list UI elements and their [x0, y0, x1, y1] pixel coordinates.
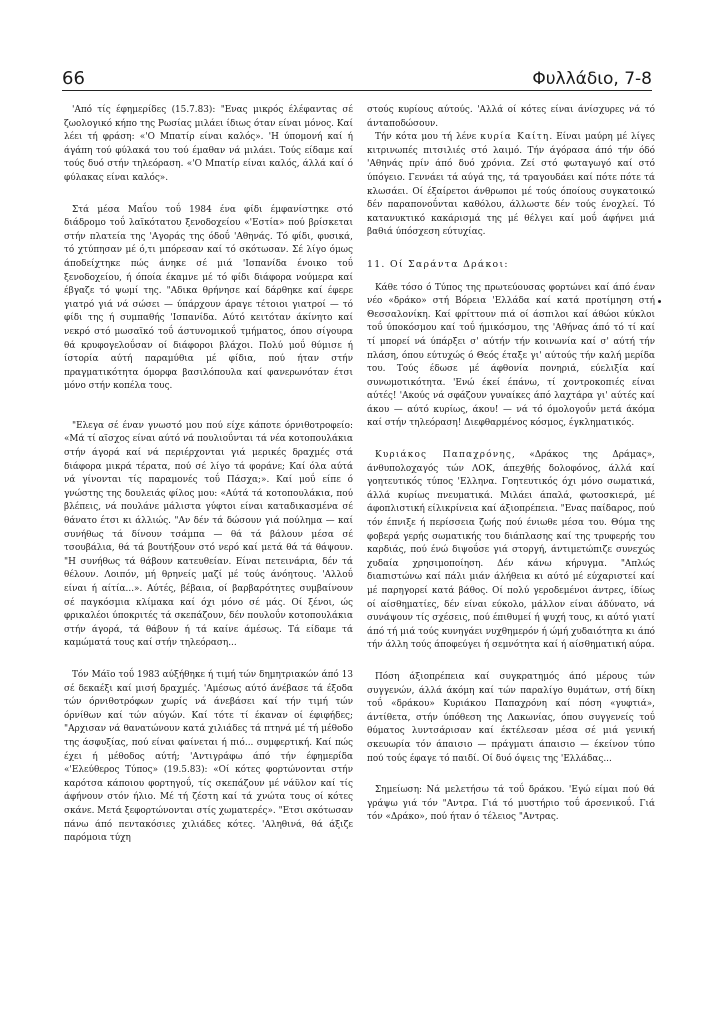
person-name: Κυριάκος Παπαχρόνης	[375, 450, 513, 461]
paragraph-elephant: 'Από τίς έφημερίδες (15.7.83): "Ενας μικρός έλέφαντας σέ ζωολογικό κήπο της Ρωσίας μιλάει ίδιως όταν είναι μόνος. Καί λέει τή φράση: «'Ο Μπατίρ είναι καλός». 'Η ύπομονή καί ή άγάπη τού φύλακά του τού έμαθαν νά μιλάει. Τούς είδαμε καί τούς δυό στήν τηλεόραση. «'Ο Μπατίρ είναι καλός, άλλά καί ό φύλακας είναι καλός».	[64, 105, 353, 183]
right-column	[367, 104, 655, 825]
paragraph-chicks: "Ελεγα σέ έναν γνωστό μου πού είχε κάποτε όρνιθοτροφείο: «Μά τί αϊσχος είναι αύτό νά πουλιοΰνται τά νέα κοτοπουλάκια στήν άγορά καί νά περιέρχονται γιά μερικές δραχμές στά διάφορα μικρά τέρατα, πού σέ λίγο τά φοράνε; Καί όλα αύτά νά γίνονται τίς παραμονές τοΰ Πάσχα;». Καί μοΰ είπε ό γνώστης της δουλειάς φίλος μου: «Αύτά τά κοτοπουλάκια, πού βλέπεις, νά πουλάνε μάλιστα γύφτοι είναι καταδικασμένα σέ θάνατο έτσι κι άλλιώς. "Αν δέν τά δώσουν γιά πούλημα — καί συνήθως τά δίνουν τσάμπα — θά τά βάλουν μέσα σέ τσουβάλια, θά τά βουτήξουν στό νερό καί μετά θά τά θάψουν. "Η συνήθως τά θάβουν κατευθείαν. Είναι πετεινάρια, δέν τά θέλουν. Λοιπόν, μή θρηνείς μαζί μέ τούς άνόητους. 'Αλλοΰ είναι ή αίτία...». Αύτές, βέβαια, οί βαρβαρότητες συμβαίνουν σέ παγκόσμια κλίμακα καί όχι μόνο σέ μάς. Οί ξένοι, ώς φρικαλέοι ύποκριτές τά σκεπάζουν, δέν πουλοΰν κοτοπουλάκια στήν άγορά, τά θάβουν ή τά καίνε άμέσως. Τά είδαμε τά καμώματά τους καί στήν τηλεόραση...	[64, 420, 353, 649]
section-heading: 11. Οί Σαράντα Δράκοι:	[367, 258, 509, 270]
paragraph-two-faces: Πόση άξιοπρέπεια καί συγκρατημός άπό μέρους τών συγγενών, άλλά άκόμη καί τών παραλίγο θυμάτων, στή δίκη τοΰ «δράκου» Κυριάκου Παπαχρόνη καί πόση «γυφτιά», άντίθετα, στήν ύπόθεση της Λακωνίας, όπου συγγενείς τοΰ θύματος λυντσάρισαν καί έκτέλεσαν μέσα σέ μιά γενική σκευωρία τόν άπαισιο — πράγματι άπαισιο — έκείνον τύπο πού τούς έφαγε τό παιδί. Οί δυό όψεις της 'Ελλάδας...	[367, 671, 655, 764]
paragraph-papachronis-rest: , «Δράκος της Δράμας», άνθυπολοχαγός τών ΛΟΚ, άπεχθής δολοφόνος, άλλά καί γοητευτικός τύπος 'Ελληνα. Γοητευτικός όχι μόνο σωματικά, άλλά κυρίως πνευματικά. Μιλάει άπαλά, φωτοσκιερά, μέ άφοπλιστική είλικρίνεια καί άξιοπρέπεια. "Ενας παίδαρος, πού τόν έπνιξε ή περίσσεια ζωής πού ένιωθε μέσα του. Θύμα της φοβερά γερής σωματικής του διάπλασης καί της τρυφερής του καρδιάς, πού ένώ διψοΰσε γιά στοργή, άντιμετώπιζε συνεχώς χυδαία χρησιμοποίηση. Δέν κάνω κήρυγμα. "Απλώς διαπιστώνω καί πάλι μιάν άλήθεια κι αύτό μέ εύχαριστεί καί μέ παρηγορεί κατά βάθος. Οί πολύ γεροδεμένοι άντρες, ίδίως οί αίσθηματίες, δέν είναι εύκολο, μάλλον είναι άδύνατο, νά συνάψουν τίς σχέσεις, πού έπιθυμεί ή ψυχή τους, κι αύτό γιατί άπό τή μιά τούς κυνηγάει νυχθημερόν ή ώμή χυδαιότητα κι άπό τήν άλλη τούς άποφεύγει ή σεμνότητα καί ή αίσθηματική αύρα.	[367, 450, 655, 651]
margin-dot	[658, 300, 661, 303]
paragraph-note: Σημείωση: Νά μελετήσω τά τοΰ δράκου. 'Εγώ είμαι πού θά γράψω γιά τόν "Αντρα. Γιά τό μυστήριο τοΰ άρσενικοΰ. Γιά τόν «Δράκο», πού ήταν ό τέλειος "Αντρας.	[367, 785, 655, 823]
paragraph-snake: Στά μέσα Μαΐου τοΰ 1984 ένα φίδι έμφανίστηκε στό διάδρομο τοΰ λαϊκότατου ξενοδοχείου «'Εστία» πού βρίσκεται στήν πλατεία της 'Αγοράς της όδοΰ 'Αθηνάς. Τό φίδι, φυσικά, τό χτύπησαν μέ ό,τι μπόρεσαν καί τό σκότωσαν. Σέ λίγο όμως άποδείχτηκε πώς άνηκε σέ μιά 'Ισπανίδα ένοικο τοΰ ξενοδοχείου, ή όποία έκαμνε μέ τό φίδι διάφορα νούμερα καί έβγαζε τό ψωμί της. "Αδικα θρήνησε καί δάρθηκε καί έφερε γιατρό γιά νά σώσει — ύπάρχουν άραγε τέτοιοι γιατροί — τό φίδι της ή συμπαθής 'Ισπανίδα. Αύτό κειτόταν άκίνητο καί νεκρό στό μωσαϊκό τοΰ άστυνομικοΰ τμήματος, όπου σίγουρα θά κρυφογελοΰσαν οί διάφοροι βλάχοι. Πολύ μοΰ θύμισε ή ίστορία αύτή παραμύθια μέ φίδια, πού ήταν στήν πραγματικότητα όμορφα βασιλόπουλα καί φανερωνόταν έτσι μόνο στήν κοπέλα τους.	[64, 204, 353, 392]
paragraph-continuation: στούς κυρίους αύτούς. 'Αλλά οί κότες είναι άνίσχυρες νά τό άνταποδώσουν.	[367, 105, 655, 129]
paragraph-kaiti	[367, 131, 655, 240]
paragraph-hens: Τόν Μάϊο τοΰ 1983 αύξήθηκε ή τιμή τών δημητριακών άπό 13 σέ δεκαέξι καί μισή δραχμές. 'Αμέσως αύτό άνέβασε τά έξοδα τών όρνιθοτρόφων χωρίς νά άνεβάσει καί τήν τιμή τών όρνίθων καί τών αύγών. Καί τότε τί έκαναν οί έφιφήδες; "Αρχισαν νά θανατώνουν κατά χιλιάδες τά πτηνά μέ τή μέθοδο της άσφυξίας, πού είναι φαίνεται ή πιό... συμφερτική. Καί πώς έχει ή μέθοδος αύτή; 'Αντιγράφω άπό τήν έφημερίδα «'Ελεύθερος Τύπος» (19.5.83): «Οί κότες φορτώνονται στήν καρότσα κάποιου φορτηγοΰ, τίς σκεπάζουν μέ νάϋλον καί τίς άφήνουν στόν ήλιο. Μέ τή ζέστη καί τά χνώτα τους οί κότες σκάνε. Μετά ξεφορτώνονται στίς χωματερές». "Ετσι σκότωσαν πάνω άπό πενταкόσιες χιλιάδες κότες. 'Αληθινά, θά άξιζε παρόμοια τύχη	[64, 669, 353, 844]
hen-name: κυρία Καίτη	[480, 132, 550, 143]
paragraph-dragons: Κάθε τόσο ό Τύπος της πρωτεύουσας φορτώνει καί άπό έναν νέο «δράκο» στή Βόρεια 'Ελλάδα καί κατά προτίμηση στή Θεσσαλονίκη. Καί φρίττουν πιά οί άσπιλοι καί άθώοι κύκλοι τοΰ ύποκόσμου καί τοΰ ήμικόσμου, της 'Αθήνας άπό τό τί καί τί μπορεί νά ύπάρξει σ' αύτήν τήν κοινωνία καί σ' αύτή τήν πλάση, όπου εύτυχώς ό Θεός έταξε γι' αύτούς τήν καλή μερίδα του. Τούς έδωσε μέ άφθονία πονηριά, εύελιξία καί συνωμοτικότητα. 'Ενώ έκεί έπάνω, τί χοντροκοπιές είναι αύτές! 'Ακούς νά σφάζουν γυναίκες άπό λαχτάρα γι' αύτές καί άκου — αύτό κυρίως, άκου! — νά τό όμολογοΰν μετά άκόμα καί στήν τηλεόραση! Διεφθαρμένος κόσμος, έγκληματικός.	[367, 282, 655, 429]
issue-title: Φυλλάδιο, 7-8	[532, 69, 652, 89]
page-header	[62, 66, 652, 91]
paragraph-papachronis	[367, 449, 655, 653]
paragraph-kaiti-rest: . Είναι μαύρη μέ λίγες κιτρινωπές πιτσιλιές στό λαιμό. Τήν άγόρασα άπό τήν όδό 'Αθηνάς πρίν άπό δυό χρόνια. Ζεί στό φωταγωγό καί στό ύπόγειο. Γεννάει τά αύγά της, τά τραγουδάει καί πότε πότε τά κλωσάει. Οί έξαίρετοι άνθρωποι μέ τούς όποίους συγκατοικώ δέν παραπονοΰνται καθόλου, άλλωστε δέν τούς ένοχλεί. Τό κατανυκτικό κακάρισμά της μέ θέλγει καί μοΰ άφήνει μιά βαθιά ύπόσχεση εύτυχίας.	[367, 132, 655, 238]
left-column	[64, 104, 353, 846]
paragraph-kaiti-lead: Τήν κότα μου τή λένε	[375, 132, 481, 143]
page-number: 66	[62, 68, 85, 89]
